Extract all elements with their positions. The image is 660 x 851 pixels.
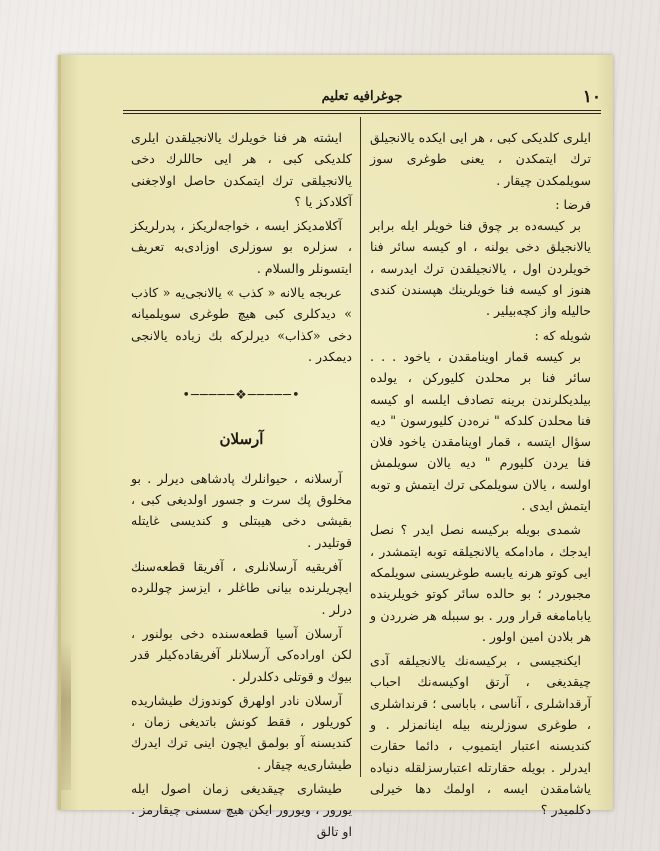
page-header <box>123 87 601 107</box>
paragraph: آرسلان نادر اولهرق كوندوزك طيشاريده كوريلور ، فقط كونش باتديغى زمان ، كنديسنه آو بولمق ايچون اينى ترك ايدرك طيشارى‌يه چيقار . <box>131 692 352 772</box>
paragraph: ايشته هر فنا خويلرك يالانجيلقدن ايلرى كلديكى كبى ، هر ايى حاللرك دخى يالانجيلقى ترك ايتمكدن حاصل اولاجغنى آكلادكز يا ؟ <box>131 130 352 209</box>
paragraph: آرسلان آسيا قطعه‌سنده دخى بولنور ، لكن اوراده‌كى آرسلانلر آفريقاده‌كيلر قدر بيوك و قوتلى دكلدرلر . <box>131 625 352 684</box>
paragraph: عربجه يالانه « كذب » يالانجى‌يه « كاذب » ديدكلرى كبى هيچ طوغرى سويلميانه دخى «كذاب» ديرلركه بك زياده يالانجى ديمكدر . <box>131 285 352 364</box>
paragraph: آرسلانه ، حيوانلرك پادشاهى ديرلر . بو مخلوق پك سرت و جسور اولديغى كبى ، بقيشى دخى هيبتلى و كنديسى غايتله قوتليدر . <box>131 470 352 550</box>
paragraph: ايلرى كلديكى كبى ، هر ايى ايكده يالانجيلق ترك ايتمكدن ، يعنى طوغرى سوز سويلمكدن چيقار . <box>370 130 591 188</box>
paragraph: آكلامديكز ايسه ، خواجه‌لريكز ، پدرلريكز ، سزلره بو سوزلرى اوزادى‌به تعريف ايتسونلر والسلام . <box>131 218 352 276</box>
left-column <box>131 127 352 845</box>
paragraph: فرضا : <box>555 196 591 212</box>
section-heading: آرسلان <box>219 429 264 448</box>
section-ornament: •─────❖─────• <box>182 388 301 404</box>
running-title: جوغرافيه تعليم <box>321 89 403 104</box>
header-rule-bottom <box>123 113 601 114</box>
column-divider <box>360 117 361 777</box>
book-page <box>58 55 613 839</box>
paragraph: ايكنجيسى ، بركيسه‌نك يالانجيلقه آدى چيقديغى ، آرتق اوكيسه‌نك احباب آرقداشلرى ، آناسى ، باباسى ؛ قرنداشلرى ، طوغرى سوزلرينه بيله اينانمزلر . و كنديسنه اعتبار ايتميوب ، دائما حقارت ايدرلر . بويله حقارتله اعتبارسزلقله دنياده ياشامقدن ايسه ، اولمك دها خيرلى دكلميدر ؟ <box>370 653 591 818</box>
paragraph: شمدى بويله بركيسه نصل ايدر ؟ نصل ايدجك ، مادامكه يالانجيلقه توبه ايتمشدر ، ايى كوتو هرنه يابسه طوغريسنى سويلمكه مجبوردر ؛ بو حالده سائر كوتو خويلرينده يابامامغه قرار ورر . بو سببله هر ضرردن و هر بلادن امين اولور . <box>370 522 591 644</box>
paragraph: طيشارى چيقديغى زمان اصول ايله يورور ، ويورور ايكن هيچ سسنى چيقارمز . او تالق <box>131 781 352 839</box>
header-rule-top <box>123 110 601 111</box>
page-edge-stain <box>61 640 71 790</box>
paragraph: آفريقيه آرسلانلرى ، آفريقا قطعه‌سنك ايچريلرنده بيانى طاغلر ، ايزسز چوللرده درلر . <box>131 559 352 617</box>
page-number: ١٠ <box>582 87 601 107</box>
right-column <box>370 127 591 824</box>
paragraph: بر كيسه‌ده بر چوق فنا خويلر ايله برابر يالانجيلق دخى بولنه ، او كيسه سائر فنا خويلردن اول ، يالانجيلقدن ترك ايدرسه ، هنوز او كيسه فنا خويلرينك هپسندن كندى حاليله واز كچه‌بيلير . <box>370 218 591 319</box>
paragraph: شويله كه : <box>534 327 591 343</box>
paragraph: بر كيسه قمار اوينامقدن ، ياخود . . . سائر فنا بر محلدن كليوركن ، يولده بيلديكلرندن برينه تصادف ايلسه او كيسه فنا محلدن كلدكه " نره‌دن كليورسون " ديه سؤال ايتسه ، قمار اوينامقدن ياخود فلان فنا يردن كليورم " ديه يالان سويلمش اولسه ، يالان سويلمكى ترك ايتمش و توبه ايتمش ايدى . <box>370 348 591 514</box>
